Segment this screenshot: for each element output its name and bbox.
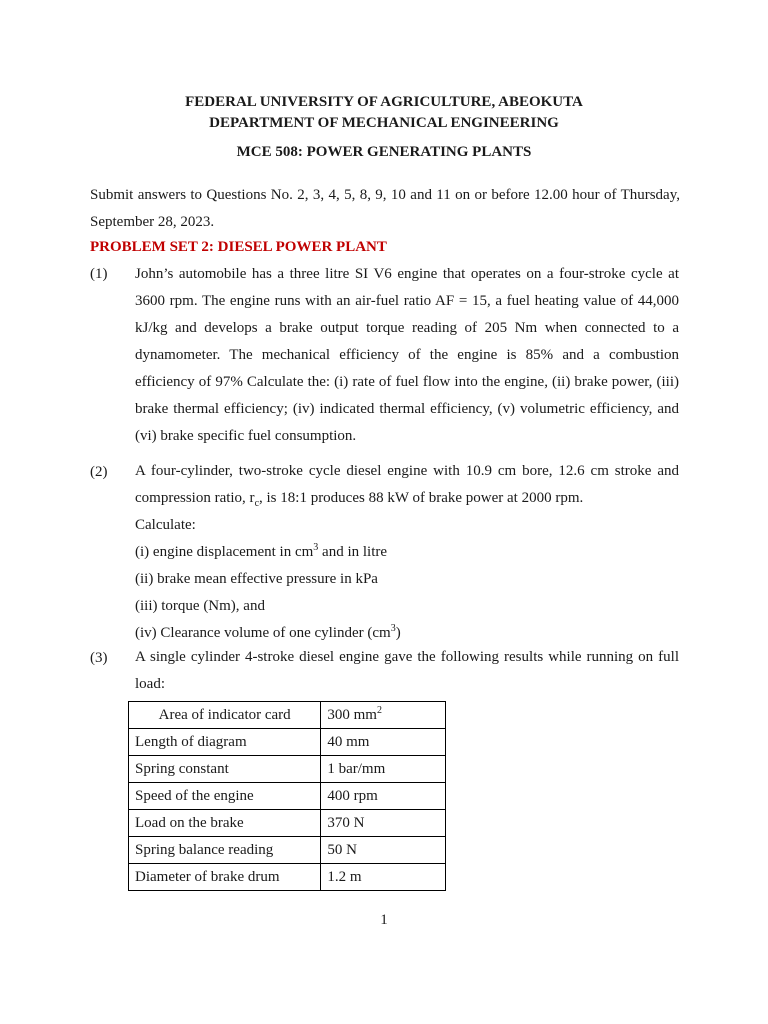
question-2-calculate-label: Calculate:: [135, 517, 196, 533]
compression-ratio-subscript: c: [254, 498, 260, 509]
table-cell-label: Diameter of brake drum: [129, 864, 321, 891]
table-cell-label: Speed of the engine: [129, 783, 321, 810]
table-cell-value: 400 rpm: [321, 783, 446, 810]
question-2-number: (2): [90, 464, 108, 480]
table-cell-value: 370 N: [321, 810, 446, 837]
table-cell-value: 300 $mm^2$: [321, 702, 446, 729]
department-heading: DEPARTMENT OF MECHANICAL ENGINEERING: [209, 115, 559, 131]
table-cell-label: Spring balance reading: [129, 837, 321, 864]
table-row: [129, 729, 446, 756]
table-cell-value: 50 N: [321, 837, 446, 864]
engine-results-table: [128, 701, 446, 891]
table-row: [129, 756, 446, 783]
question-1-text: John’s automobile has a three litre SI V6 engine that operates on a four-stroke cycle at 3600 rpm. The engine runs with an air-fuel ratio AF = 15, a fuel heating value of 44,000 kJ/kg and develops a brake output torque reading of 205 Nm when connected to a dynamometer. The mechanical efficiency of the engine is 85% and a combustion efficiency of 97% Calculate the: (i) rate of fuel flow into the engine, (ii) brake power, (iii) brake thermal efficiency; (iv) indicated thermal efficiency, (v) volumetric efficiency, and (vi) brake specific fuel consumption.: [135, 266, 679, 444]
table-cell-label: Load on the brake: [129, 810, 321, 837]
question-2-text: A four-cylinder, two-stroke cycle diesel engine with 10.9 cm bore, 12.6 cm stroke and compression ratio, $r_c$, is 18:1 produces 88 kW of brake power at 2000 rpm.: [135, 463, 679, 509]
table-cell-value: 1 bar/mm: [321, 756, 446, 783]
table-row: [129, 837, 446, 864]
question-2-item-2: (ii) brake mean effective pressure in kPa: [135, 571, 378, 587]
table-row: [129, 810, 446, 837]
table-row: [129, 864, 446, 891]
table-cell-value: 40 mm: [321, 729, 446, 756]
question-1-number: (1): [90, 266, 108, 282]
page-number: 1: [380, 912, 388, 928]
table-cell-label: Length of diagram: [129, 729, 321, 756]
table-cell-value: 1.2 m: [321, 864, 446, 891]
table-row: [129, 783, 446, 810]
question-3-number: (3): [90, 650, 108, 666]
question-2-item-4: (iv) Clearance volume of one cylinder $(cm^3)$: [135, 623, 401, 641]
table-row: [129, 702, 446, 729]
table-cell-label: Area of indicator card: [129, 702, 321, 729]
table-cell-label: Spring constant: [129, 756, 321, 783]
question-3-text: A single cylinder 4-stroke diesel engine gave the following results while running on full load:: [135, 649, 679, 692]
question-2-item-3: (iii) torque (Nm), and: [135, 598, 265, 614]
question-2-body: [135, 458, 679, 647]
submission-instructions: Submit answers to Questions No. 2, 3, 4, 5, 8, 9, 10 and 11 on or before 12.00 hour of Thursday, September 28, 2023.: [90, 187, 680, 230]
question-2-item-1: (i) engine displacement in $cm^3$ and in litre: [135, 542, 388, 560]
university-heading: FEDERAL UNIVERSITY OF AGRICULTURE, ABEOKUTA: [185, 94, 583, 110]
course-heading: MCE 508: POWER GENERATING PLANTS: [236, 144, 532, 160]
problem-set-title: PROBLEM SET 2: DIESEL POWER PLANT: [90, 239, 387, 255]
